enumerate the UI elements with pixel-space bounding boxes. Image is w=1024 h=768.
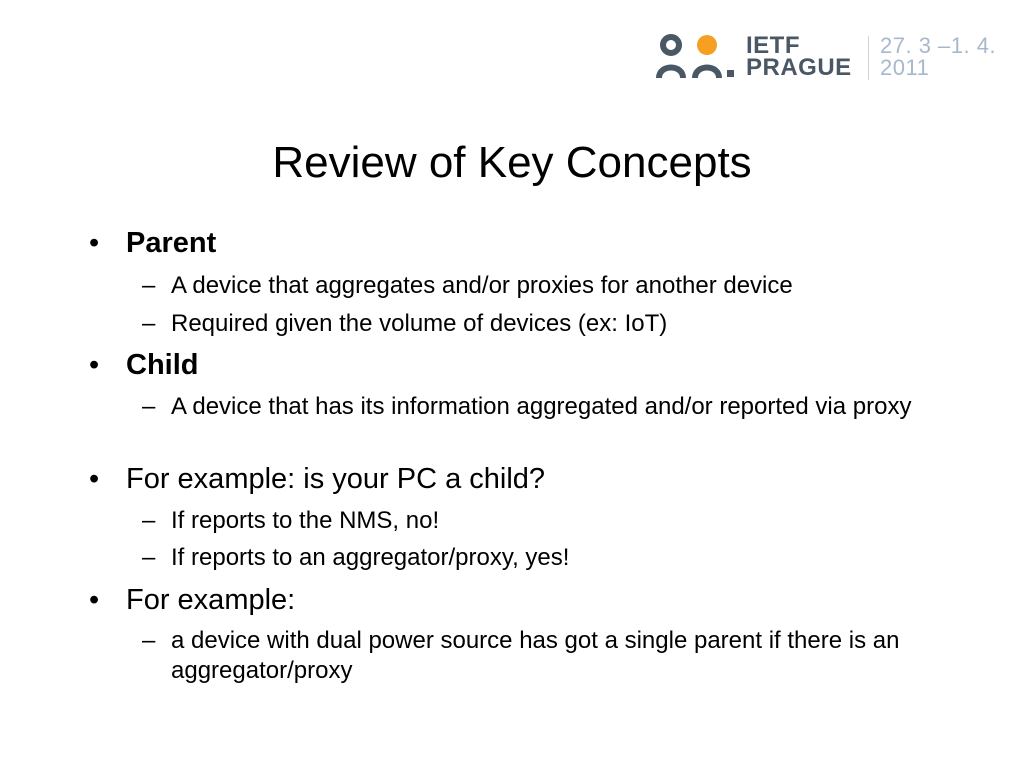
sub-bullet (142, 392, 941, 422)
sub-bullet (142, 271, 941, 301)
logo-year: 2011 (880, 55, 930, 80)
bullet-parent (89, 226, 217, 260)
bullet-mark: • (89, 349, 100, 381)
sub-bullet-text: a device with dual power source has got a single parent if there is an aggregator/proxy (171, 627, 900, 684)
sub-bullet (142, 506, 941, 536)
slide-title: Review of Key Concepts (272, 138, 752, 187)
sub-bullet (142, 543, 941, 573)
bullet-mark: • (89, 463, 100, 495)
bullet-text: For example: is your PC a child? (126, 463, 546, 495)
logo-dates: 27. 3 –1. 4. (880, 33, 997, 58)
bullet-example (89, 583, 296, 617)
bullet-text: Parent (126, 227, 217, 259)
dash-mark: – (142, 393, 156, 420)
bullet-mark: • (89, 584, 100, 616)
dash-mark: – (142, 310, 156, 337)
bullet-text: For example: (126, 584, 296, 616)
dash-mark: – (142, 544, 156, 571)
sub-bullet-text: If reports to the NMS, no! (171, 507, 440, 534)
logo-text-prague: PRAGUE (746, 54, 852, 81)
dash-mark: – (142, 627, 156, 654)
sub-bullet (142, 626, 941, 686)
bullet-text: Child (126, 349, 199, 381)
dash-mark: – (142, 272, 156, 299)
bullet-example-pc (89, 462, 546, 496)
sub-bullet-text: A device that has its information aggregated and/or reported via proxy (171, 393, 912, 420)
sub-bullet (142, 309, 941, 339)
sub-bullet-text: If reports to an aggregator/proxy, yes! (171, 544, 570, 571)
logo-text-ietf: IETF (746, 32, 800, 59)
dash-mark: – (142, 507, 156, 534)
bullet-child (89, 348, 199, 382)
sub-bullet-text: Required given the volume of devices (ex: IoT) (171, 310, 668, 337)
sub-bullet-text: A device that aggregates and/or proxies for another device (171, 272, 793, 299)
bullet-mark: • (89, 227, 100, 259)
